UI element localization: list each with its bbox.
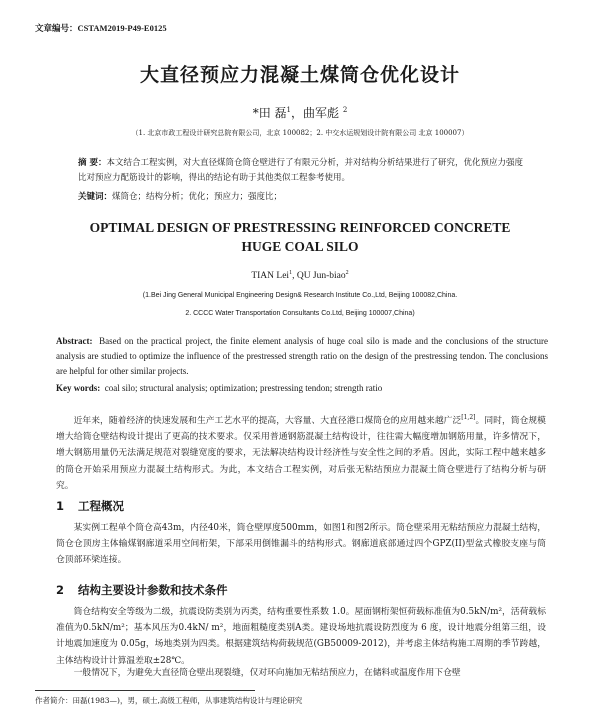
author-name: TIAN Lei <box>251 271 290 282</box>
section-2-paragraph-continued: 一般情况下，为避免大直径筒仓壁出现裂缝，仅对环向施加无粘结预应力，在储料或温度作用下仓壁 <box>73 668 461 678</box>
abstract-english <box>56 334 548 379</box>
keywords-text: 煤筒仓；结构分析；优化；预应力；强度比； <box>112 192 283 202</box>
keywords-text: coal silo; structural analysis; optimization; prestressing tendon; strength ratio <box>104 383 383 393</box>
citation: [1,2] <box>461 414 476 421</box>
author-name: QU Jun-biao <box>296 271 346 282</box>
section-heading <box>56 582 228 598</box>
section-title: 结构主要设计参数和技术条件 <box>78 583 228 597</box>
author-affil-mark: 2 <box>345 270 349 276</box>
authors-english: TIAN Lei$^1$, QU Jun-biao$^2$ <box>251 270 349 282</box>
intro-paragraph: 近年来，随着经济的快速发展和生产工艺水平的提高，大容量、大直径港口煤筒仓的应用越来越广泛[1,2]。同时，筒仓规模增大给筒仓壁结构设计提出了更高的技术要求。仅采用普通钢筋混凝土结构设计，往往需大幅度增加钢筋用量，许多情况下，增大钢筋用量仍无法满足规范对裂缝宽度的要求，无法解决结构设计经济性与安全性之间的矛盾。因此，实际工程中越来越多的筒仓开始采用预应力混凝土结构形式。为此，本文结合工程实例，对后张无粘结预应力混凝土筒仓壁进行了结构分析与研究。 <box>56 414 546 491</box>
keywords-label: Key words: <box>56 383 101 393</box>
section-number: 1 <box>56 499 65 513</box>
section-number: 2 <box>56 583 65 597</box>
author-affil-mark: 2 <box>342 106 348 114</box>
section-1-paragraph: 某实例工程单个筒仓高43m，内径40米，筒仓壁厚度500mm，如图1和图2所示。筒仓壁采用无粘结预应力混凝土结构，筒仓仓顶房主体输煤钢廊道采用空间桁架，下部采用倒锥漏斗的结构形式。钢廊道底部通过四个GPZ(II)型盆式橡胶支座与筒仓顶部环梁连接。 <box>56 523 546 566</box>
abstract-text: Based on the practical project, the finite element analysis of huge coal silo is made and the conclusions of the structure analysis are studied to optimize the influence of the prestressed strength ratio on the design of the prestressing tendon. The conclusions are helpful for other similar projects. <box>56 336 548 376</box>
author-affil-mark: 1 <box>286 106 291 114</box>
title-english-line: HUGE COAL SILO <box>241 239 359 254</box>
author-prefix: * <box>252 106 259 120</box>
abstract-chinese <box>78 156 530 186</box>
keywords-chinese <box>78 190 530 202</box>
title-chinese: 大直径预应力混凝土煤筒仓优化设计 <box>139 64 460 86</box>
section-title: 工程概况 <box>78 499 124 513</box>
footnote-divider <box>35 690 255 691</box>
section-heading <box>56 498 124 514</box>
abstract-label: Abstract: <box>56 336 93 346</box>
authors-chinese: *田 磊$^1$，曲军彪 $^2$ <box>252 106 348 120</box>
affiliation-english-2: 2. CCCC Water Transportation Consultants Co.Ltd, Beijing 100007,China) <box>185 310 415 317</box>
abstract-label: 摘 要： <box>78 158 107 168</box>
affiliations-chinese: （1. 北京市政工程设计研究总院有限公司，北京 100082；2. 中交水运规划设计院有限公司 北京 100007） <box>131 129 469 137</box>
author-footnote: 作者简介：田磊(1983—)，男，硕士,高级工程师，从事建筑结构设计与理论研究 <box>35 696 303 705</box>
author-name: 田 磊 <box>258 106 287 120</box>
document-id: 文章编号：CSTAM2019-P49-E0125 <box>35 23 167 33</box>
affiliation-english-1: (1.Bei Jing General Municipal Engineering Design& Research Institute Co.,Ltd, Beijing 100082,China. <box>142 292 458 299</box>
author-affil-mark: 1 <box>289 270 293 276</box>
abstract-text: 本文结合工程实例，对大直径煤筒仓筒仓壁进行了有限元分析，并对结构分析结果进行了研究，优化预应力强度比对预应力配筋设计的影响，得出的结论有助于其他类似工程参考使用。 <box>78 158 523 183</box>
keywords-english <box>56 383 548 393</box>
title-english-line: OPTIMAL DESIGN OF PRESTRESSING REINFORCED CONCRETE <box>89 220 511 235</box>
keywords-label: 关键词： <box>78 192 113 202</box>
section-2-paragraph: 筒仓结构安全等级为二级，抗震设防类别为丙类，结构重要性系数 1.0。屋面钢桁架恒荷载标准值为0.5kN/m²，活荷载标准值为0.5kN/m²；基本风压为0.4kN/ m²，地面粗糙度类别A类。建设场地抗震设防烈度为 6 度，设计地震分组第三组，设计地震加速度为 0.05g，场地类别为四类。根据建筑结构荷载规范(GB50009-2012)，并考虑主体结构施工周期的季节跨越，主体结构设计计算温差取±28℃。 <box>56 607 546 666</box>
title-english <box>0 218 600 256</box>
author-name: 曲军彪 <box>303 106 340 120</box>
